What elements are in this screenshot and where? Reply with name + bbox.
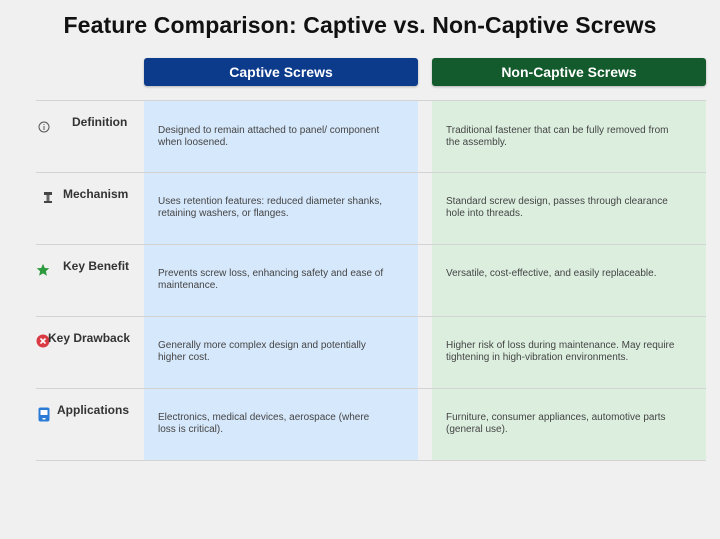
info-circle-icon <box>37 120 51 134</box>
row-label-text: Mechanism <box>63 187 129 201</box>
row-divider <box>36 316 706 317</box>
row-divider <box>36 100 706 101</box>
column-header-noncaptive: Non-Captive Screws <box>432 58 706 86</box>
noncaptive-applications-cell: Furniture, consumer appliances, automotive parts (general use). <box>446 412 666 435</box>
noncaptive-mechanism-cell: Standard screw design, passes through clearance hole into threads. <box>446 196 668 219</box>
captive-definition-cell: Designed to remain attached to panel/ component when loosened. <box>158 125 380 148</box>
row-divider <box>36 460 706 461</box>
captive-key-benefit-cell: Prevents screw loss, enhancing safety and ease of maintenance. <box>158 268 384 291</box>
row-label-key-drawback <box>36 316 136 388</box>
row-label-text: Key Benefit <box>63 259 130 273</box>
noncaptive-definition-cell: Traditional fastener that can be fully removed from the assembly. <box>446 125 669 148</box>
screw-icon <box>41 191 55 205</box>
row-label-definition <box>36 100 136 172</box>
noncaptive-key-drawback-cell: Higher risk of loss during maintenance. May require tightening in high-vibration environments. <box>446 340 675 363</box>
noncaptive-key-benefit-cell: Versatile, cost-effective, and easily replaceable. <box>446 268 657 279</box>
row-divider <box>36 172 706 173</box>
row-label-text: Definition <box>72 115 128 129</box>
row-label-text: Key Drawback <box>48 331 131 345</box>
captive-mechanism-cell: Uses retention features: reduced diameter shanks, retaining washers, or flanges. <box>158 196 383 219</box>
star-icon <box>36 263 50 277</box>
row-label-key-benefit <box>36 244 136 316</box>
captive-applications-cell: Electronics, medical devices, aerospace (where loss is critical). <box>158 412 370 435</box>
row-label-text: Applications <box>57 403 130 417</box>
row-label-applications <box>36 388 136 460</box>
row-divider <box>36 388 706 389</box>
captive-key-drawback-cell: Generally more complex design and potentially higher cost. <box>158 340 366 363</box>
row-label-mechanism <box>36 172 136 244</box>
page-title: Feature Comparison: Captive vs. Non-Captive Screws <box>63 12 657 38</box>
device-icon <box>37 407 51 421</box>
noncaptive-column-background <box>432 100 706 460</box>
column-header-captive: Captive Screws <box>144 58 418 86</box>
row-divider <box>36 244 706 245</box>
